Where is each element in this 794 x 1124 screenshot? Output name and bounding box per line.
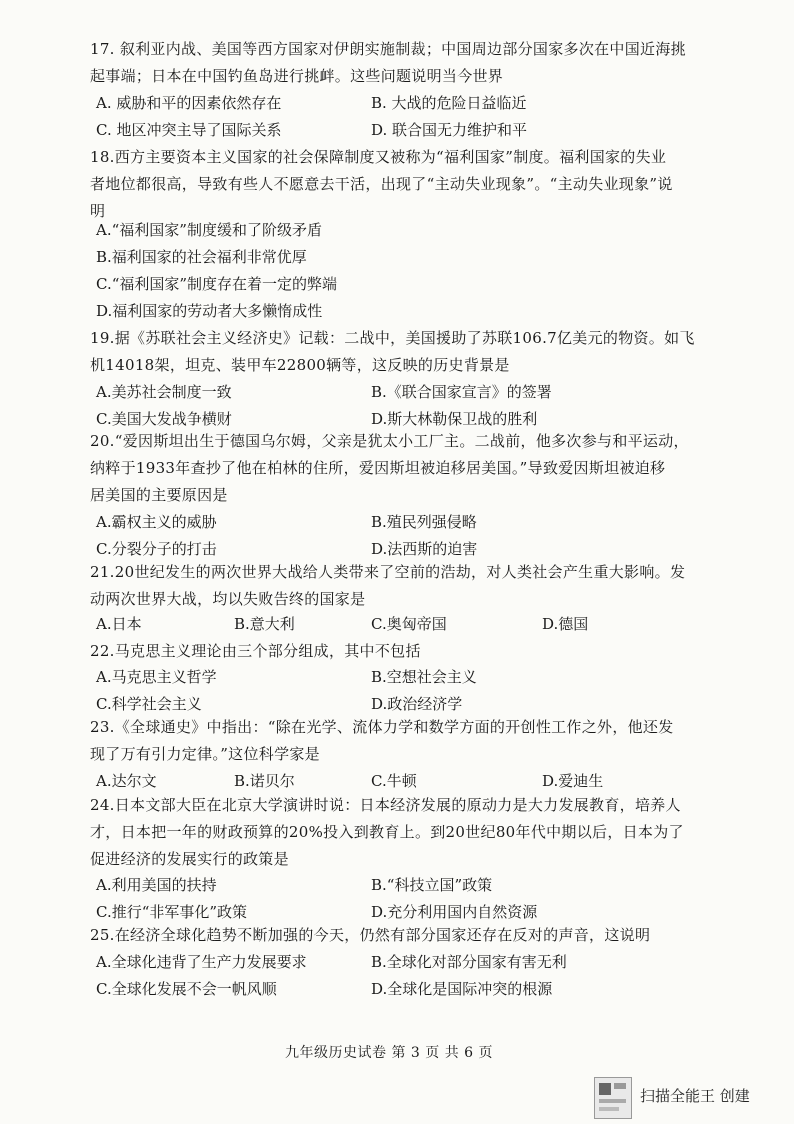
stem-line: 机14018架，坦克、装甲车22800辆等，这反映的历史背景是 bbox=[90, 356, 510, 374]
question-24-options bbox=[96, 872, 736, 926]
option-c: C.全球化发展不会一帆风顺 bbox=[96, 980, 277, 998]
option-c: C.“福利国家”制度存在着一定的弊端 bbox=[96, 275, 338, 293]
option-d: D.法西斯的迫害 bbox=[371, 540, 478, 558]
option-b: B.空想社会主义 bbox=[371, 668, 477, 686]
option-c: C.推行“非军事化”政策 bbox=[96, 903, 248, 921]
scanner-watermark bbox=[594, 1075, 794, 1121]
stem-line: 才，日本把一年的财政预算的20%投入到教育上。到20世纪80年代中期以后，日本为了 bbox=[90, 823, 684, 841]
stem-line: 22.马克思主义理论由三个部分组成，其中不包括 bbox=[90, 642, 421, 660]
question-20-stem bbox=[90, 428, 730, 509]
stem-line: 明 bbox=[90, 202, 106, 220]
option-a: A.马克思主义哲学 bbox=[96, 668, 217, 686]
option-a: A.“福利国家”制度缓和了阶级矛盾 bbox=[96, 221, 322, 239]
stem-line: 者地位都很高，导致有些人不愿意去干活，出现了“主动失业现象”。“主动失业现象”说 bbox=[90, 175, 673, 193]
option-c: C.奥匈帝国 bbox=[371, 615, 447, 633]
option-b: B.全球化对部分国家有害无利 bbox=[371, 953, 567, 971]
option-d: D.全球化是国际冲突的根源 bbox=[371, 980, 553, 998]
option-a: A.日本 bbox=[96, 615, 142, 633]
question-23-stem bbox=[90, 714, 730, 768]
option-c: C.科学社会主义 bbox=[96, 695, 202, 713]
question-21-stem bbox=[90, 559, 730, 613]
option-a: A.霸权主义的威胁 bbox=[96, 513, 217, 531]
stem-line: 20.“爱因斯坦出生于德国乌尔姆，父亲是犹太小工厂主。二战前，他多次参与和平运动， bbox=[90, 432, 689, 450]
option-c: C.牛顿 bbox=[371, 772, 417, 790]
question-22-stem bbox=[90, 638, 730, 665]
question-17-options bbox=[96, 90, 736, 144]
option-c: C.美国大发战争横财 bbox=[96, 410, 232, 428]
stem-line: 23.《全球通史》中指出：“除在光学、流体力学和数学方面的开创性工作之外，他还发 bbox=[90, 718, 674, 736]
question-19-options bbox=[96, 379, 736, 433]
option-d: D.政治经济学 bbox=[371, 695, 463, 713]
option-b: B.“科技立国”政策 bbox=[371, 876, 493, 894]
option-a: A.利用美国的扶持 bbox=[96, 876, 217, 894]
option-d: D.爱迪生 bbox=[542, 772, 604, 790]
stem-line: 17. 叙利亚内战、美国等西方国家对伊朗实施制裁；中国周边部分国家多次在中国近海挑 bbox=[90, 40, 686, 58]
option-d: D.德国 bbox=[542, 615, 589, 633]
option-c: C. 地区冲突主导了国际关系 bbox=[96, 121, 282, 139]
option-d: D.斯大林勒保卫战的胜利 bbox=[371, 410, 538, 428]
question-23-options bbox=[96, 768, 736, 795]
option-b: B.福利国家的社会福利非常优厚 bbox=[96, 248, 307, 266]
option-b: B.殖民列强侵略 bbox=[371, 513, 477, 531]
option-a: A.达尔文 bbox=[96, 772, 157, 790]
stem-line: 24.日本文部大臣在北京大学演讲时说：日本经济发展的原动力是大力发展教育，培养人 bbox=[90, 796, 681, 814]
option-a: A. 威胁和平的因素依然存在 bbox=[96, 94, 282, 112]
question-19-stem bbox=[90, 325, 730, 379]
question-18-stem bbox=[90, 144, 730, 225]
question-21-options bbox=[96, 611, 736, 638]
stem-line: 现了万有引力定律。”这位科学家是 bbox=[90, 745, 320, 763]
option-d: D.福利国家的劳动者大多懒惰成性 bbox=[96, 302, 323, 320]
scanner-brand-text: 扫描全能王 创建 bbox=[640, 1087, 750, 1105]
question-17-stem bbox=[90, 36, 730, 90]
option-a: A.全球化违背了生产力发展要求 bbox=[96, 953, 307, 971]
option-b: B.诺贝尔 bbox=[234, 772, 295, 790]
scanner-logo-icon bbox=[594, 1077, 632, 1119]
stem-line: 动两次世界大战，均以失败告终的国家是 bbox=[90, 590, 366, 608]
option-a: A.美苏社会制度一致 bbox=[96, 383, 232, 401]
stem-line: 纳粹于1933年查抄了他在柏林的住所，爱因斯坦被迫移居美国。”导致爱因斯坦被迫移 bbox=[90, 459, 666, 477]
stem-line: 促进经济的发展实行的政策是 bbox=[90, 850, 289, 868]
question-18-options bbox=[96, 217, 736, 325]
stem-line: 19.据《苏联社会主义经济史》记载：二战中，美国援助了苏联106.7亿美元的物资。如飞 bbox=[90, 329, 695, 347]
option-b: B. 大战的危险日益临近 bbox=[371, 94, 527, 112]
page-footer: 九年级历史试卷 第 3 页 共 6 页 bbox=[285, 1045, 494, 1061]
option-b: B.意大利 bbox=[234, 615, 295, 633]
option-d: D. 联合国无力维护和平 bbox=[371, 121, 528, 139]
question-25-options bbox=[96, 949, 736, 1003]
option-b: B.《联合国家宣言》的签署 bbox=[371, 383, 552, 401]
stem-line: 21.20世纪发生的两次世界大战给人类带来了空前的浩劫，对人类社会产生重大影响。发 bbox=[90, 563, 686, 581]
stem-line: 居美国的主要原因是 bbox=[90, 486, 228, 504]
question-25-stem bbox=[90, 922, 730, 949]
question-20-options bbox=[96, 509, 736, 563]
question-24-stem bbox=[90, 792, 730, 873]
option-d: D.充分利用国内自然资源 bbox=[371, 903, 538, 921]
stem-line: 起事端；日本在中国钓鱼岛进行挑衅。这些问题说明当今世界 bbox=[90, 67, 504, 85]
question-22-options bbox=[96, 664, 736, 718]
stem-line: 25.在经济全球化趋势不断加强的今天，仍然有部分国家还存在反对的声音，这说明 bbox=[90, 926, 651, 944]
stem-line: 18.西方主要资本主义国家的社会保障制度又被称为“福利国家”制度。福利国家的失业 bbox=[90, 148, 667, 166]
option-c: C.分裂分子的打击 bbox=[96, 540, 217, 558]
